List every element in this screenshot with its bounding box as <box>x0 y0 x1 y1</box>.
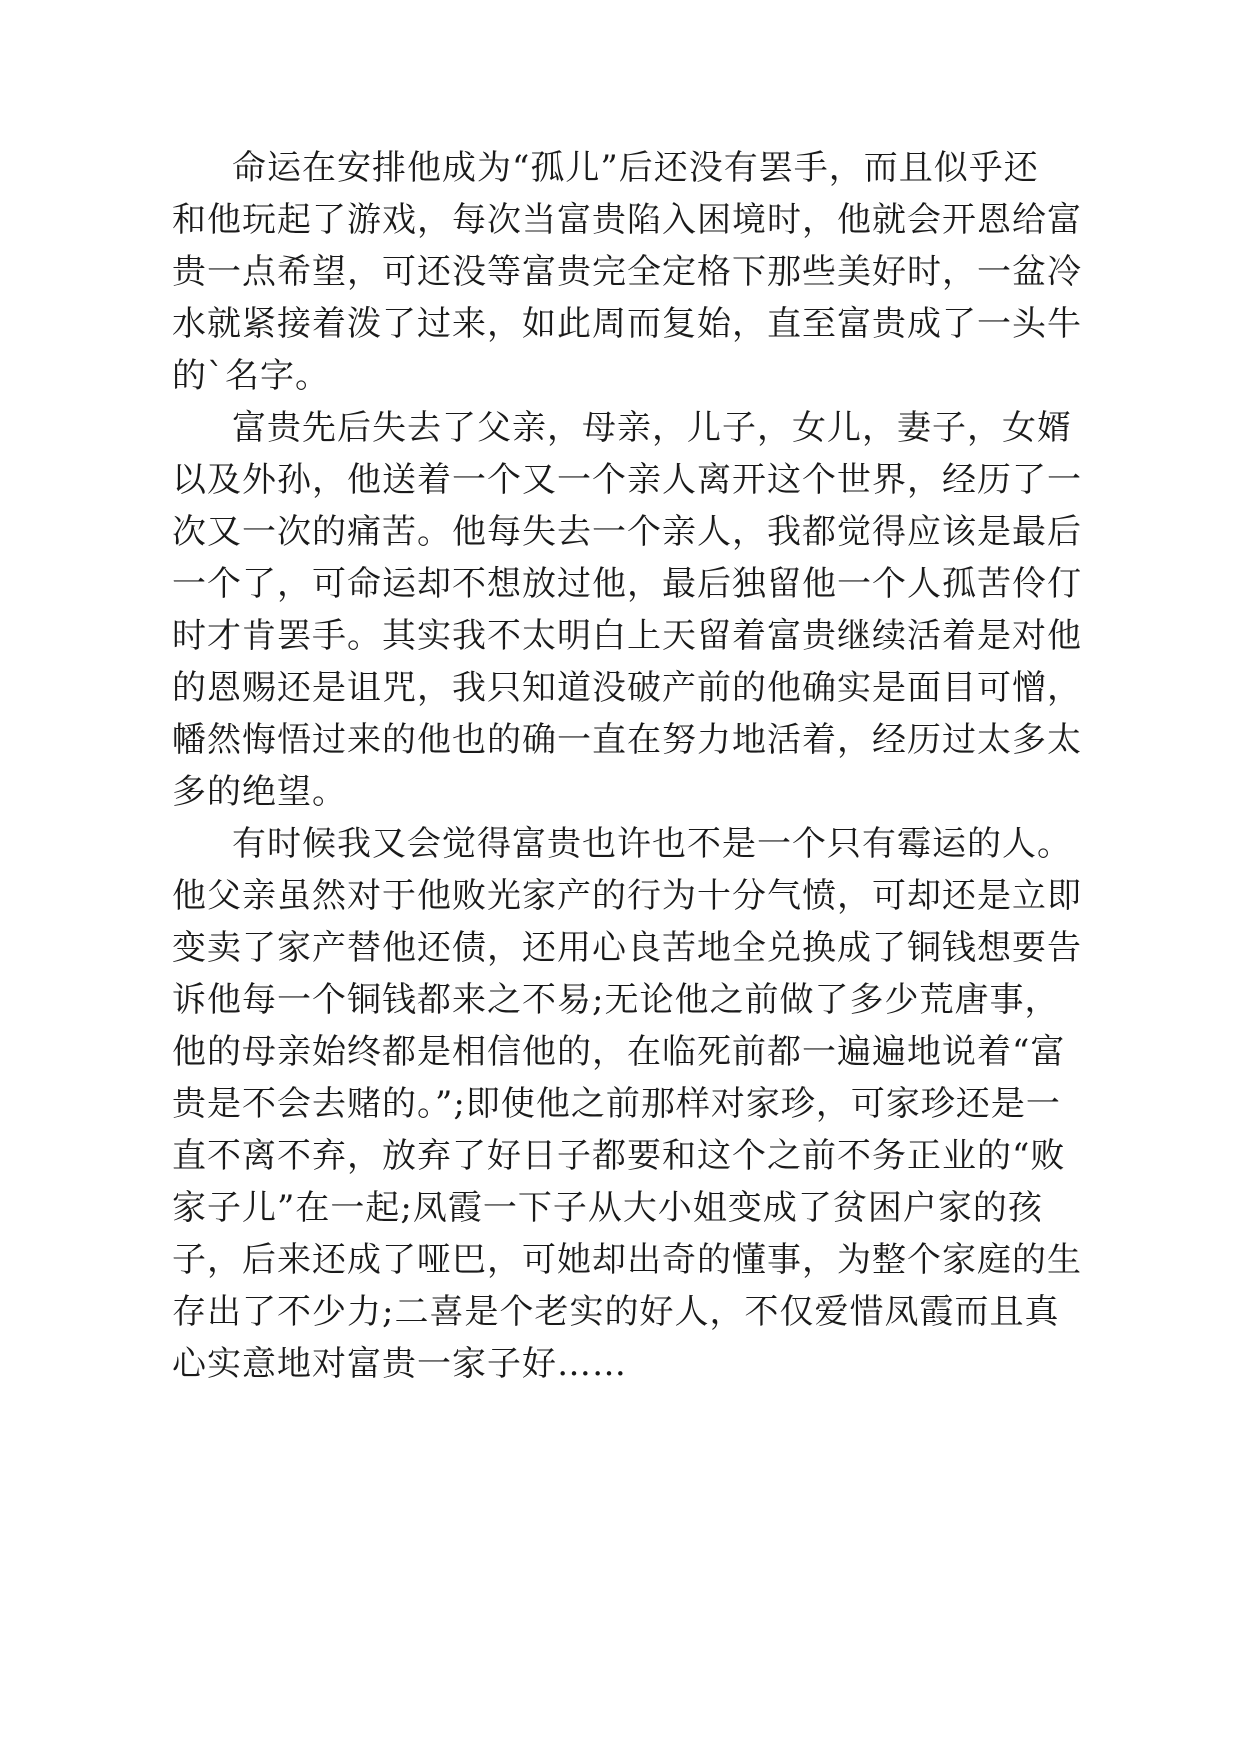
text-line: 的恩赐还是诅咒，我只知道没破产前的他确实是面目可憎， <box>172 668 1082 708</box>
text-line: 他的母亲始终都是相信他的，在临死前都一遍遍地说着“富 <box>172 1032 1066 1072</box>
text-line: 变卖了家产替他还债，还用心良苦地全兑换成了铜钱想要告 <box>172 928 1082 968</box>
text-line: 水就紧接着泼了过来，如此周而复始，直至富贵成了一头牛 <box>172 304 1082 344</box>
text-line: 存出了不少力;二喜是个老实的好人，不仅爱惜凤霞而且真 <box>172 1292 1060 1332</box>
text-line: 心实意地对富贵一家子好…… <box>172 1344 627 1384</box>
text-line: 和他玩起了游戏，每次当富贵陷入困境时，他就会开恩给富 <box>172 200 1082 240</box>
text-line: 子，后来还成了哑巴，可她却出奇的懂事，为整个家庭的生 <box>172 1240 1082 1280</box>
text-line: 的`名字。 <box>172 356 330 396</box>
text-line: 他父亲虽然对于他败光家产的行为十分气愤，可却还是立即 <box>172 876 1082 916</box>
text-line: 直不离不弃，放弃了好日子都要和这个之前不务正业的“败 <box>172 1136 1066 1176</box>
text-line: 贵是不会去赌的。”;即使他之前那样对家珍，可家珍还是一 <box>172 1084 1061 1124</box>
text-line: 次又一次的痛苦。他每失去一个亲人，我都觉得应该是最后 <box>172 512 1082 552</box>
text-line: 一个了，可命运却不想放过他，最后独留他一个人孤苦伶仃 <box>172 564 1082 604</box>
text-line: 贵一点希望，可还没等富贵完全定格下那些美好时，一盆冷 <box>172 252 1082 292</box>
text-line: 诉他每一个铜钱都来之不易;无论他之前做了多少荒唐事， <box>172 980 1060 1020</box>
text-line: 有时候我又会觉得富贵也许也不是一个只有霉运的人。 <box>232 824 1072 864</box>
text-line: 时才肯罢手。其实我不太明白上天留着富贵继续活着是对他 <box>172 616 1082 656</box>
text-line: 多的绝望。 <box>172 772 347 812</box>
text-line: 家子儿”在一起;凤霞一下子从大小姐变成了贫困户家的孩 <box>172 1188 1043 1228</box>
text-line: 命运在安排他成为“孤儿”后还没有罢手，而且似乎还 <box>232 148 1039 188</box>
text-line: 以及外孙，他送着一个又一个亲人离开这个世界，经历了一 <box>172 460 1082 500</box>
text-line: 富贵先后失去了父亲，母亲，儿子，女儿，妻子，女婿 <box>232 408 1072 448</box>
text-line: 幡然悔悟过来的他也的确一直在努力地活着，经历过太多太 <box>172 720 1082 760</box>
